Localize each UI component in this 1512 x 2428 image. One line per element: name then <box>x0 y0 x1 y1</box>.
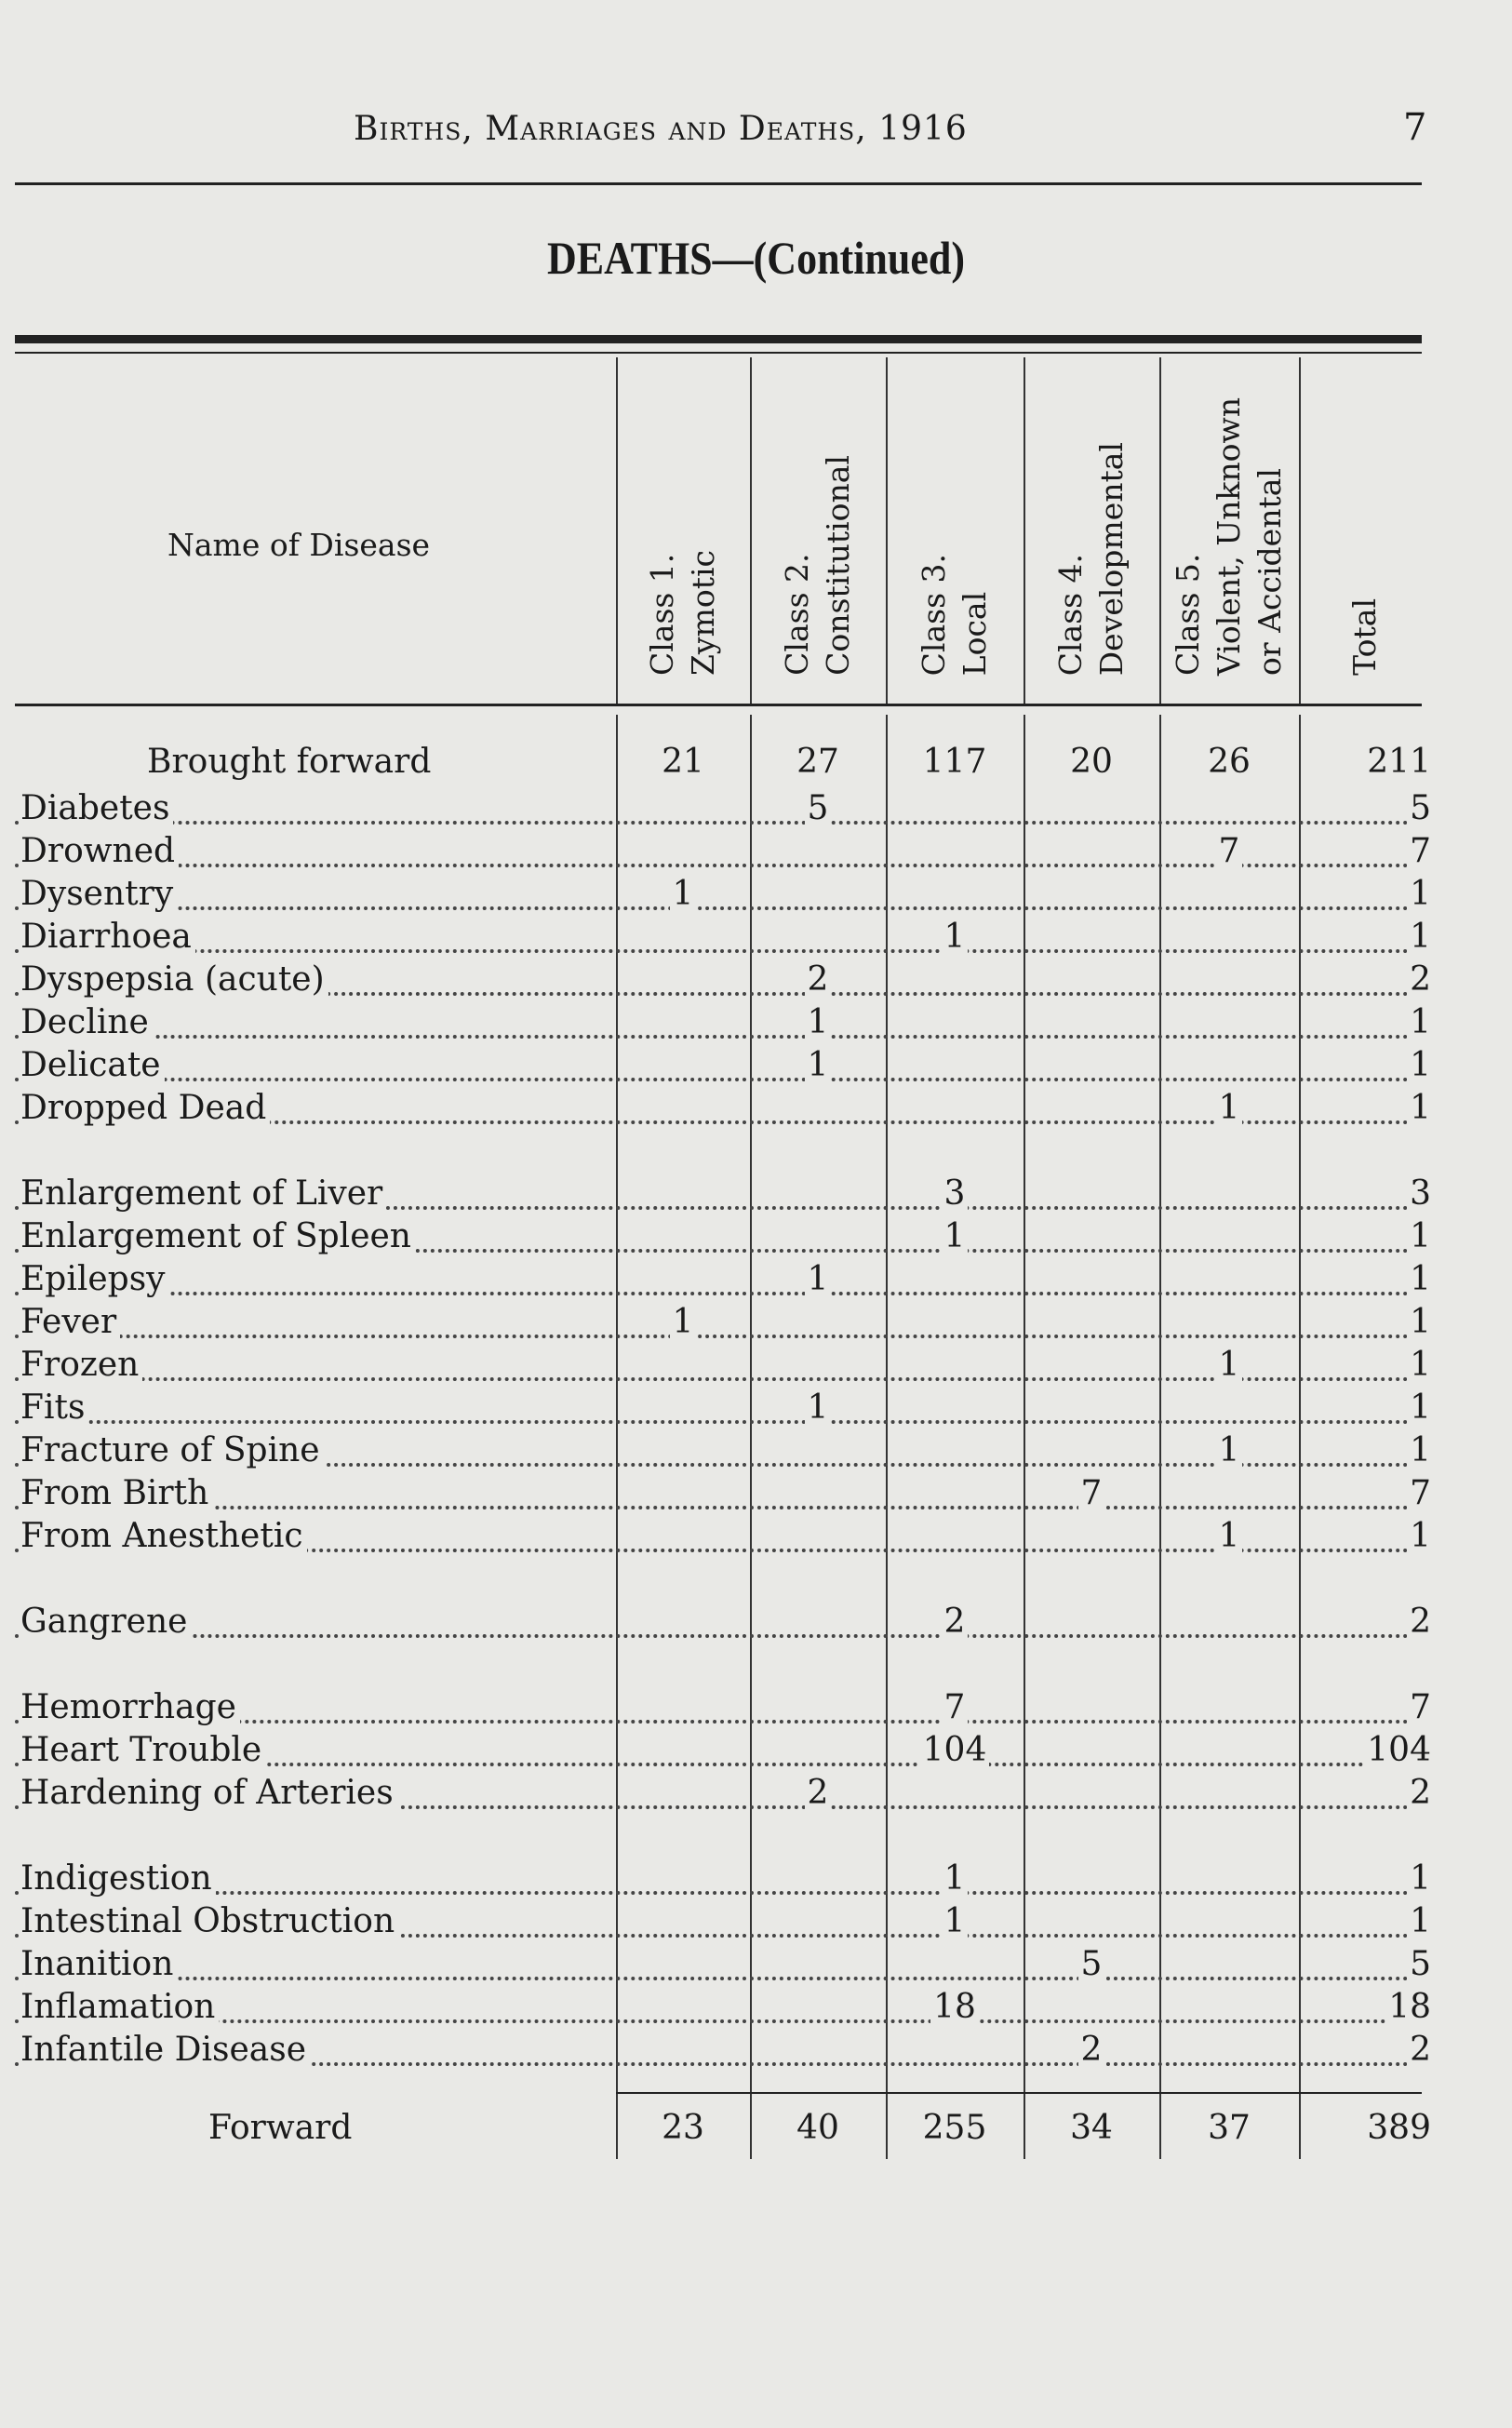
cell-value: 1 <box>616 1303 750 1341</box>
row-total: 18 <box>1385 1988 1431 2026</box>
name-of-disease-header: Name of Disease <box>167 527 431 563</box>
disease-name: Diabetes <box>20 789 173 827</box>
table-top-rule-thin <box>15 352 1422 354</box>
disease-name: Hemorrhage <box>20 1688 240 1726</box>
cell-value: 18 <box>886 1988 1024 2026</box>
row-total: 2 <box>1407 1603 1431 1641</box>
cell-value: 23 <box>616 2109 750 2147</box>
row-total: 2 <box>1407 1774 1431 1812</box>
leader-dots <box>15 1506 1431 1509</box>
cell-value: 27 <box>750 743 886 781</box>
row-total: 1 <box>1407 1260 1431 1298</box>
column-header <box>1024 359 1159 676</box>
table-row <box>0 1988 1512 2031</box>
cell-value: 7 <box>1159 832 1299 870</box>
table-row <box>0 1089 1512 1132</box>
cell-value: 21 <box>616 743 750 781</box>
disease-name: Inanition <box>20 1945 177 1983</box>
table-row <box>0 918 1512 960</box>
disease-name: Frozen <box>20 1346 142 1384</box>
row-total: 1 <box>1407 1003 1431 1041</box>
table-row <box>0 875 1512 918</box>
row-total: 2 <box>1407 960 1431 999</box>
column-header-line: or Accidental <box>1251 468 1288 676</box>
table-row <box>0 1517 1512 1560</box>
header-rule <box>15 182 1422 185</box>
cell-value: 7 <box>1024 1474 1159 1512</box>
table-row <box>0 1303 1512 1346</box>
column-rule <box>616 357 618 704</box>
column-header <box>750 359 886 676</box>
row-total: 1 <box>1407 1303 1431 1341</box>
leader-dots <box>15 1891 1431 1895</box>
cell-value: 1 <box>1159 1346 1299 1384</box>
column-rule <box>750 357 752 704</box>
cell-value: 7 <box>886 1688 1024 1726</box>
cell-value: 40 <box>750 2109 886 2147</box>
table-row <box>0 1260 1512 1303</box>
leader-dots <box>15 2019 1431 2023</box>
disease-name: Hardening of Arteries <box>20 1774 397 1812</box>
row-total: 7 <box>1407 1688 1431 1726</box>
cell-value: 1 <box>1159 1517 1299 1555</box>
table-row <box>0 1217 1512 1260</box>
table-row <box>0 1003 1512 1046</box>
table-row <box>0 1431 1512 1474</box>
column-header-line: Class 1. <box>644 553 680 676</box>
cell-value: 2 <box>750 960 886 999</box>
disease-name: Inflamation <box>20 1988 219 2026</box>
cell-value: 1 <box>750 1260 886 1298</box>
disease-name: Forward <box>208 2109 355 2147</box>
row-total: 1 <box>1407 1089 1431 1127</box>
cell-value: 1 <box>1159 1431 1299 1469</box>
table-row <box>0 1174 1512 1217</box>
column-header-text <box>1050 442 1132 676</box>
disease-name: Gangrene <box>20 1603 191 1641</box>
row-total: 1 <box>1407 1388 1431 1427</box>
column-rule <box>1024 357 1025 704</box>
disease-name: Enlargement of Liver <box>20 1174 386 1213</box>
disease-name: Fever <box>20 1303 120 1341</box>
page-header <box>0 101 1512 156</box>
column-header <box>1299 359 1431 676</box>
cell-value: 1 <box>886 1217 1024 1255</box>
cell-value: 1 <box>886 1859 1024 1898</box>
section-title: DEATHS—(Continued) <box>546 232 966 284</box>
leader-dots <box>15 949 1431 953</box>
disease-name: Indigestion <box>20 1859 216 1898</box>
table-row <box>0 1688 1512 1731</box>
cell-value: 117 <box>886 743 1024 781</box>
row-total: 1 <box>1407 1346 1431 1384</box>
column-header-line: Class 4. <box>1052 553 1089 676</box>
forward-row <box>0 2109 1512 2152</box>
table-row <box>0 789 1512 832</box>
table-row <box>0 2031 1512 2073</box>
column-rule <box>1299 357 1301 704</box>
column-header-text <box>777 455 859 676</box>
table-header-bottom-rule <box>15 704 1422 706</box>
row-total: 1 <box>1407 875 1431 913</box>
column-header-line: Zymotic <box>685 549 721 676</box>
column-rule <box>886 357 888 704</box>
cell-value: 1 <box>750 1046 886 1084</box>
brought-forward-row <box>0 743 1512 785</box>
leader-dots <box>15 821 1431 825</box>
table-top-rule-thick <box>15 335 1422 343</box>
disease-name: Infantile Disease <box>20 2031 310 2069</box>
cell-value: 26 <box>1159 743 1299 781</box>
cell-value: 34 <box>1024 2109 1159 2147</box>
leader-dots <box>15 1634 1431 1638</box>
table-row <box>0 1902 1512 1945</box>
row-total: 5 <box>1407 789 1431 827</box>
row-total: 2 <box>1407 2031 1431 2069</box>
forward-rule <box>616 2092 1422 2094</box>
row-total: 1 <box>1407 1217 1431 1255</box>
cell-value: 1 <box>750 1003 886 1041</box>
row-total: 7 <box>1407 832 1431 870</box>
table-row <box>0 1388 1512 1431</box>
disease-name: From Anesthetic <box>20 1517 307 1555</box>
row-total: 5 <box>1407 1945 1431 1983</box>
disease-name: Fits <box>20 1388 88 1427</box>
row-total: 211 <box>1364 743 1431 781</box>
column-header-line: Class 5. <box>1170 553 1206 676</box>
column-header-text <box>1168 397 1291 676</box>
row-total: 7 <box>1407 1474 1431 1512</box>
disease-name: Diarrhoea <box>20 918 195 956</box>
cell-value: 2 <box>750 1774 886 1812</box>
disease-name: Drowned <box>20 832 179 870</box>
disease-name: Dropped Dead <box>20 1089 270 1127</box>
leader-dots <box>15 1035 1431 1039</box>
column-header-line: Constitutional <box>820 455 856 676</box>
cell-value: 104 <box>886 1731 1024 1769</box>
table-row <box>0 1046 1512 1089</box>
table-row <box>0 1774 1512 1817</box>
cell-value: 2 <box>1024 2031 1159 2069</box>
cell-value: 1 <box>1159 1089 1299 1127</box>
disease-name: From Birth <box>20 1474 212 1512</box>
row-total: 1 <box>1407 1517 1431 1555</box>
disease-name: Decline <box>20 1003 153 1041</box>
leader-dots <box>15 1292 1431 1295</box>
row-total: 389 <box>1364 2109 1431 2147</box>
table-row <box>0 1945 1512 1988</box>
table-row <box>0 1474 1512 1517</box>
cell-value: 37 <box>1159 2109 1299 2147</box>
cell-value: 1 <box>886 1902 1024 1940</box>
cell-value: 2 <box>886 1603 1024 1641</box>
cell-value: 1 <box>616 875 750 913</box>
table-row <box>0 1603 1512 1645</box>
disease-name: Delicate <box>20 1046 165 1084</box>
row-total: 1 <box>1407 1046 1431 1084</box>
row-total: 1 <box>1407 1902 1431 1940</box>
row-total: 1 <box>1407 1431 1431 1469</box>
column-header-line: Class 2. <box>779 553 815 676</box>
running-title: Births, Marriages and Deaths, 1916 <box>354 110 968 148</box>
row-total: 1 <box>1407 1859 1431 1898</box>
disease-name: Dysentry <box>20 875 177 913</box>
leader-dots <box>15 1977 1431 1980</box>
disease-name: Dyspepsia (acute) <box>20 960 328 999</box>
disease-name: Heart Trouble <box>20 1731 265 1769</box>
leader-dots <box>15 1078 1431 1081</box>
cell-value: 3 <box>886 1174 1024 1213</box>
disease-name: Enlargement of Spleen <box>20 1217 415 1255</box>
disease-name: Fracture of Spine <box>20 1431 324 1469</box>
column-header-line: Developmental <box>1093 441 1130 676</box>
column-header <box>886 359 1024 676</box>
column-header-text <box>642 550 724 676</box>
cell-value: 20 <box>1024 743 1159 781</box>
column-header-line: Violent, Unknown <box>1211 397 1247 676</box>
cell-value: 1 <box>750 1388 886 1427</box>
disease-name: Epilepsy <box>20 1260 169 1298</box>
table-row <box>0 1859 1512 1902</box>
table-row <box>0 1731 1512 1774</box>
column-header <box>1159 359 1299 676</box>
disease-name: Intestinal Obstruction <box>20 1902 398 1940</box>
column-header <box>616 359 750 676</box>
row-total: 104 <box>1364 1731 1431 1769</box>
page-number: 7 <box>1403 106 1427 149</box>
leader-dots <box>15 1420 1431 1424</box>
table-row <box>0 1346 1512 1388</box>
table-row <box>0 832 1512 875</box>
cell-value: 255 <box>886 2109 1024 2147</box>
column-header-line: Class 3. <box>916 553 952 676</box>
disease-name: Brought forward <box>147 743 435 781</box>
column-rule <box>1159 357 1161 704</box>
row-total: 1 <box>1407 918 1431 956</box>
table-row <box>0 960 1512 1003</box>
column-header-text <box>914 554 996 676</box>
column-header-line: Local <box>957 591 993 676</box>
cell-value: 5 <box>1024 1945 1159 1983</box>
cell-value: 5 <box>750 789 886 827</box>
cell-value: 1 <box>886 918 1024 956</box>
column-header-text <box>1345 598 1385 676</box>
column-header-line: Total <box>1346 598 1383 676</box>
row-total: 3 <box>1407 1174 1431 1213</box>
